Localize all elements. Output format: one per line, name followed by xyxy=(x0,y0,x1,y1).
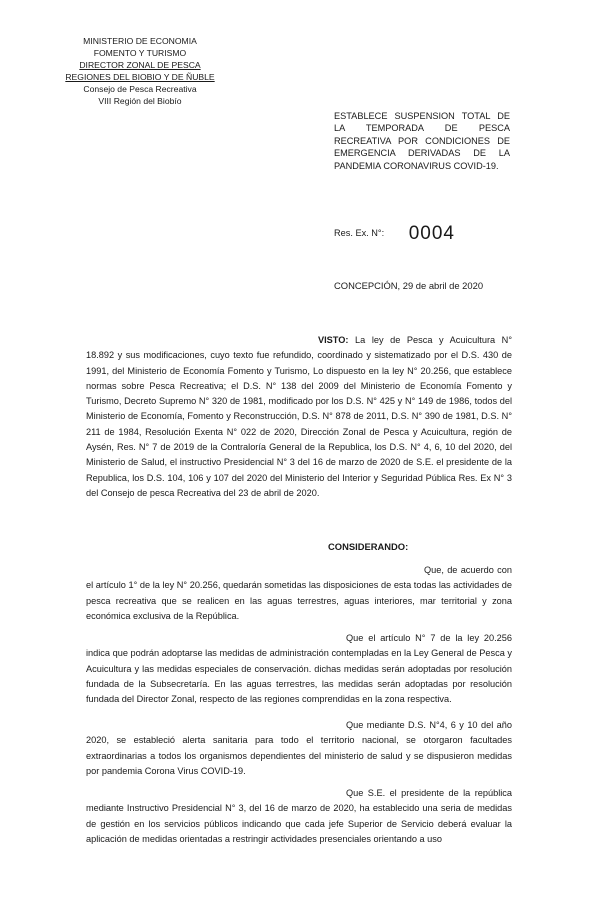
place-date: CONCEPCIÓN, 29 de abril de 2020 xyxy=(334,280,484,291)
letterhead-ministry-sub: FOMENTO Y TURISMO xyxy=(93,48,187,58)
considerando-paragraph: Que mediante D.S. N°4, 6 y 10 del año 2020, se estableció alerta sanitaria para todo el territorio nacional, se otorgaron facultades extraordinarias a todos los organismos dependientes del ministerio de salud y se dispusieron medidas por pandemia Corona Virus COVID-19. xyxy=(86,720,512,776)
visto-paragraph xyxy=(86,333,512,501)
letterhead-council: Consejo de Pesca Recreativa xyxy=(83,84,197,94)
document-subject: ESTABLECE SUSPENSION TOTAL DE LA TEMPORADA DE PESCA RECREATIVA POR CONDICIONES DE EMERGENCIA DERIVADAS DE LA PANDEMIA CORONAVIRUS COVID-19. xyxy=(334,111,510,171)
considerando-title: CONSIDERANDO: xyxy=(328,541,409,552)
resolution-number-block xyxy=(334,220,455,242)
letterhead-region: VIII Región del Biobío xyxy=(98,96,182,106)
letterhead xyxy=(60,35,220,107)
considerando-paragraph: Que el artículo N° 7 de la ley 20.256 indica que podrán adoptarse las medidas de administración contempladas en la Ley General de Pesca y Acuicultura y las medidas especiales de conservación. dichas medidas serán adoptadas por resolución fundada de la Subsecretaría. En las aguas terrestres, las medidas serán adoptadas por resolución fundada del Director Zonal, respecto de las regiones comprendidas en la zona respectiva. xyxy=(86,633,512,705)
considerando-paragraph: Que S.E. el presidente de la república mediante Instructivo Presidencial N° 3, del 16 de marzo de 2020, ha establecido una seria de medidas de gestión en los servicios públicos indicando que cada jefe Superior de Servicio deberá evaluar la aplicación de medidas orientadas a restringir actividades presenciales orientando a uso xyxy=(86,788,512,844)
letterhead-regions: REGIONES DEL BIOBIO Y DE ÑUBLE xyxy=(65,72,215,82)
visto-keyword: VISTO: xyxy=(318,335,349,345)
resolution-label: Res. Ex. N°: xyxy=(334,228,385,238)
considerando-paragraph: Que, de acuerdo con el artículo 1° de la ley N° 20.256, quedarán sometidas las disposiciones de esta todas las actividades de pesca recreativa que se realicen en las aguas terrestres, aguas interiores, mar territorial y zona económica exclusiva de la República. xyxy=(86,565,512,621)
letterhead-ministry: MINISTERIO DE ECONOMIA xyxy=(83,36,197,46)
visto-text: La ley de Pesca y Acuicultura N° 18.892 y sus modificaciones, cuyo texto fue refundido, coordinado y sistematizado por el D.S. 430 de 1991, del Ministerio de Economía Fomento y Turismo, Lo dispuesto en la ley N° 20.256, que establece normas sobre Pesca Recreativa; el D.S. N° 138 del 2009 del Ministerio de Economía Fomento y Turismo, Decreto Supremo N° 320 de 1981, modificado por los D.S. N° 425 y N° 149 de 1986, todos del Ministerio de Economía, Fomento y Reconstrucción, D.S. N° 878 de 2011, D.S. N° 390 de 1981, D.S. N° 211 de 1984, Resolución Exenta N° 022 de 2020, Dirección Zonal de Pesca y Acuicultura, región de Aysén, Res. N° 7 de 2019 de la Contraloría General de la Republica, los D.S. N° 4, 6, 10 del 2020, del Ministerio de Salud, el instructivo Presidencial N° 3 del 16 de marzo de 2020 de S.E. el presidente de la Republica, los D.S. 104, 106 y 107 del 2020 del Ministerio del Interior y Seguridad Pública Res. Ex N° 3 del Consejo de pesca Recreativa del 23 de abril de 2020. xyxy=(86,335,512,498)
resolution-number: 0004 xyxy=(408,223,455,244)
letterhead-director: DIRECTOR ZONAL DE PESCA xyxy=(79,60,201,70)
